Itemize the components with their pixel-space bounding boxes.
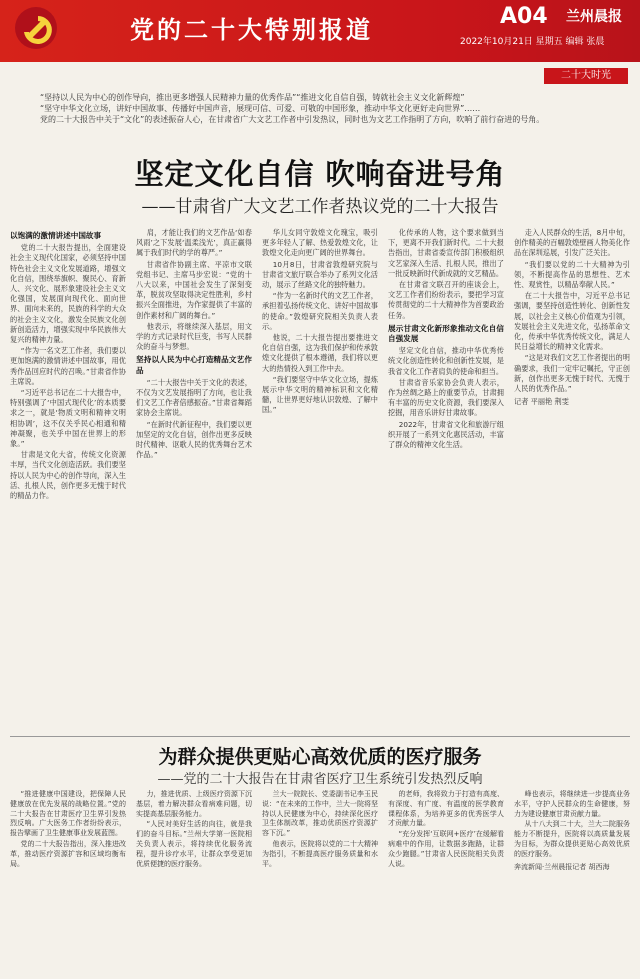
- text-column: [10, 228, 126, 728]
- article1-body: [10, 228, 630, 728]
- paragraph: 10月8日，甘肃省敦煌研究院与甘肃省文旅厅联合举办了系列文化活动，展示了丝路文化的独特魅力。: [262, 259, 378, 290]
- paragraph: 甘肃省作协副主席、平凉市文联党组书记、主席马步宏说：“党的十八大以来，中国社会发生了深刻变革，脱贫攻坚取得决定性胜利，乡村振兴全面推进，为作家提供了丰富的创作素材和广阔的舞台。”: [136, 259, 252, 320]
- paragraph: 甘肃省音乐家协会负责人表示，作为丝绸之路上的重要节点，甘肃拥有丰富的历史文化资源，我们要深入挖掘，用音乐讲好甘肃故事。: [388, 377, 504, 418]
- paragraph: “作为一名文艺工作者，我们要以更加饱满的激情讲述中国故事，用优秀作品回应时代的召唤。”甘肃省作协主席说。: [10, 346, 126, 386]
- paragraph: 党的二十大报告指出，深入推进改革，推动医疗资源扩容和区域均衡布局。: [10, 839, 126, 868]
- issue-meta: 2022年10月21日 星期五 编辑 张晨: [460, 37, 605, 47]
- paragraph: “二十大报告中关于文化的表述，不仅为文艺发展指明了方向，也让我们文艺工作者倍感振奋。”甘肃省舞蹈家协会主席说。: [136, 377, 252, 418]
- header-banner: [0, 0, 640, 62]
- paragraph: 从十八大到二十大，兰大二院服务能力不断提升，医院将以高质量发展为目标，为群众提供更贴心高效优质的医疗服务。: [514, 820, 630, 858]
- byline: 记者 平丽艳 荆雯: [514, 397, 569, 407]
- text-column: [388, 790, 504, 975]
- paragraph: 肩，才能让我们的文艺作品‘如春风雨’之下发展‘温柔浅光’，真正赢得属于我们时代的学的尊严。”: [136, 228, 252, 258]
- article2-headline: 为群众提供更贴心高效优质的医疗服务: [158, 746, 482, 768]
- text-column: [262, 790, 378, 975]
- paragraph: 化传承的人物，这个要求做到当下，更离不开我们新时代。二十大报告指出，甘肃省委宣传部门积极组织文艺家深入生活、扎根人民，推出了一批反映新时代新成就的文艺精品。: [388, 228, 504, 278]
- article2-body: [10, 790, 630, 975]
- paragraph: “我们要坚守中华文化立场，提炼展示中华文明的精神标识和文化精髓，让世界更好地认识敦煌、了解中国。”: [262, 374, 378, 415]
- article1-headline: 坚定文化自信 吹响奋进号角: [134, 157, 506, 191]
- text-column: [136, 228, 252, 728]
- paragraph: 党的二十大报告提出，全面建设社会主义现代化国家，必须坚持中国特色社会主义文化发展道路，增强文化自信，围绕举旗帜、聚民心、育新人、兴文化、展形象建设社会主义文化强国，发展面向现代化、面向世界、面向未来的，民族的科学的大众的社会主义文化，激发全民族文化创新创造活力，增强实现中华民族伟大复兴的精神力量。: [10, 243, 126, 345]
- paragraph: “在新时代新征程中，我们要以更加坚定的文化自信，创作出更多反映时代精神、讴歌人民的优秀舞台艺术作品。”: [136, 419, 252, 460]
- paragraph: “充分发挥‘互联网+医疗’在缓解看病难中的作用，让数据多跑路，让群众少跑腿。”甘肃省人民医院相关负责人说。: [388, 830, 504, 868]
- paragraph: 他表示，将继续深入基层，用文学的方式记录时代巨变，书写人民群众的奋斗与梦想。: [136, 321, 252, 352]
- paragraph: 在二十大报告中，习近平总书记强调，要坚持创造性转化、创新性发展，以社会主义核心价值观为引领，发展社会主义先进文化，弘扬革命文化，传承中华优秀传统文化，满足人民日益增长的精神文化需求。: [514, 291, 630, 352]
- paragraph: “这是对我们文艺工作者提出的明确要求，我们一定牢记嘱托，守正创新，创作出更多无愧于时代、无愧于人民的优秀作品。”: [514, 353, 630, 394]
- article-divider: [10, 736, 630, 737]
- page-title: 党的二十大特别报道: [130, 15, 373, 44]
- paragraph: 兰大一院院长、党委副书记李玉民说：“在未来的工作中，兰大一院将坚持以人民健康为中心，持续深化医疗卫生体制改革，推动优质医疗资源扩容下沉。”: [262, 790, 378, 838]
- paragraph: “推进健康中国建设，把保障人民健康放在优先发展的战略位置。”党的二十大报告在甘肃医疗卫生界引发热烈反响。广大医务工作者纷纷表示，报告擘画了卫生健康事业发展蓝图。: [10, 790, 126, 838]
- newspaper-name: 兰州晨报: [566, 9, 622, 25]
- section-tag: 二十大时光: [544, 68, 628, 84]
- paragraph: “作为一名新时代的文艺工作者，承担着弘扬传统文化、讲好中国故事的使命。”敦煌研究院相关负责人表示。: [262, 291, 378, 331]
- paragraph: “习近平总书记在二十大报告中，特别强调了‘中国式现代化’的本质要求之一，就是‘物质文明和精神文明相协调’，这不仅关乎民心相通和精神凝聚，也关乎中国在世界上的形象。”: [10, 388, 126, 449]
- article2-subhead: ——党的二十大报告在甘肃省医疗卫生系统引发热烈反响: [157, 772, 483, 787]
- text-column: [136, 790, 252, 975]
- paragraph: 坚定文化自信，推动中华优秀传统文化创造性转化和创新性发展，是我省文化工作者肩负的使命和担当。: [388, 346, 504, 376]
- paragraph: “人民对美好生活的向往，就是我们的奋斗目标。”兰州大学第一医院相关负责人表示，将持续优化服务流程，提升诊疗水平，让群众享受更加优质便捷的医疗服务。: [136, 820, 252, 868]
- lead-line: 党的二十大报告中关于“文化”的表述振奋人心，在甘肃省广大文艺工作者中引发热议，同时也为文艺工作指明了方向，吹响了前行奋进的号角。: [40, 115, 545, 124]
- text-column: [514, 228, 630, 728]
- byline: 奔流新闻·兰州晨报记者 胡西海: [514, 862, 610, 871]
- text-column: [262, 228, 378, 728]
- paragraph: 的老师，我将致力于打造有高度、有深度、有广度、有温度的医学教育课程体系，为培养更多的优秀医学人才贡献力量。: [388, 790, 504, 828]
- paragraph: 甘肃是文化大省，传统文化资源丰厚，当代文化创造活跃。我们要坚持以人民为中心的创作导向，深入生活、扎根人民，创作更多无愧于时代的精品力作。: [10, 450, 126, 501]
- paragraph: 在甘肃省文联召开的座谈会上，文艺工作者们纷纷表示，要把学习宣传贯彻党的二十大精神作为首要政治任务。: [388, 280, 504, 320]
- text-column: [514, 790, 630, 975]
- subsection-heading: 以饱满的激情讲述中国故事: [10, 231, 102, 240]
- article1-subhead: ——甘肃省广大文艺工作者热议党的二十大报告: [141, 197, 499, 217]
- page-number: A04: [500, 4, 548, 29]
- paragraph: 力，推进优质、上级医疗资源下沉基层，着力解决群众看病难问题，切实提高基层服务能力。: [136, 790, 252, 818]
- paragraph: 他表示，医院将以党的二十大精神为指引，不断提高医疗服务质量和水平。: [262, 839, 378, 868]
- paragraph: 华儿女同守敦煌文化瑰宝，吸引更多年轻人了解、热爱敦煌文化，让敦煌文化走向更广阔的世界舞台。: [262, 228, 378, 258]
- subsection-heading: 展示甘肃文化新形象推动文化自信自强发展: [388, 323, 504, 344]
- paragraph: 2022年，甘肃省文化和旅游厅组织开展了一系列文化惠民活动，丰富了群众的精神文化生活。: [388, 419, 504, 450]
- party-emblem-icon: [14, 6, 58, 50]
- paragraph: 峰也表示，将继续进一步提高业务水平，守护人民群众的生命健康，努力为建设健康甘肃贡献力量。: [514, 790, 630, 818]
- text-column: [10, 790, 126, 975]
- text-column: [388, 228, 504, 728]
- paragraph: 走入人民群众的生活，8月中旬，创作精美的百幅敦煌壁画人物美化作品在深圳巡展，引发广泛关注。: [514, 228, 630, 258]
- lead-paragraph: [40, 92, 600, 125]
- paragraph: 他说，二十大报告提出要推进文化自信自强，这为我们保护和传承敦煌文化提供了根本遵循，我们将以更大的热情投入到工作中去。: [262, 333, 378, 373]
- subsection-heading: 坚持以人民为中心打造精品文艺作品: [136, 355, 252, 375]
- lead-line: “坚守中华文化立场，讲好中国故事、传播好中国声音，展现可信、可爱、可敬的中国形象，推动中华文化更好走向世界”……: [40, 104, 481, 113]
- paragraph: “我们要以党的二十大精神为引领，不断提高作品的思想性、艺术性、观赏性，以精品奉献人民。”: [514, 259, 630, 290]
- lead-line: “坚持以人民为中心的创作导向，推出更多增强人民精神力量的优秀作品”“推进文化自信自强，铸就社会主义文化新辉煌”: [40, 93, 465, 102]
